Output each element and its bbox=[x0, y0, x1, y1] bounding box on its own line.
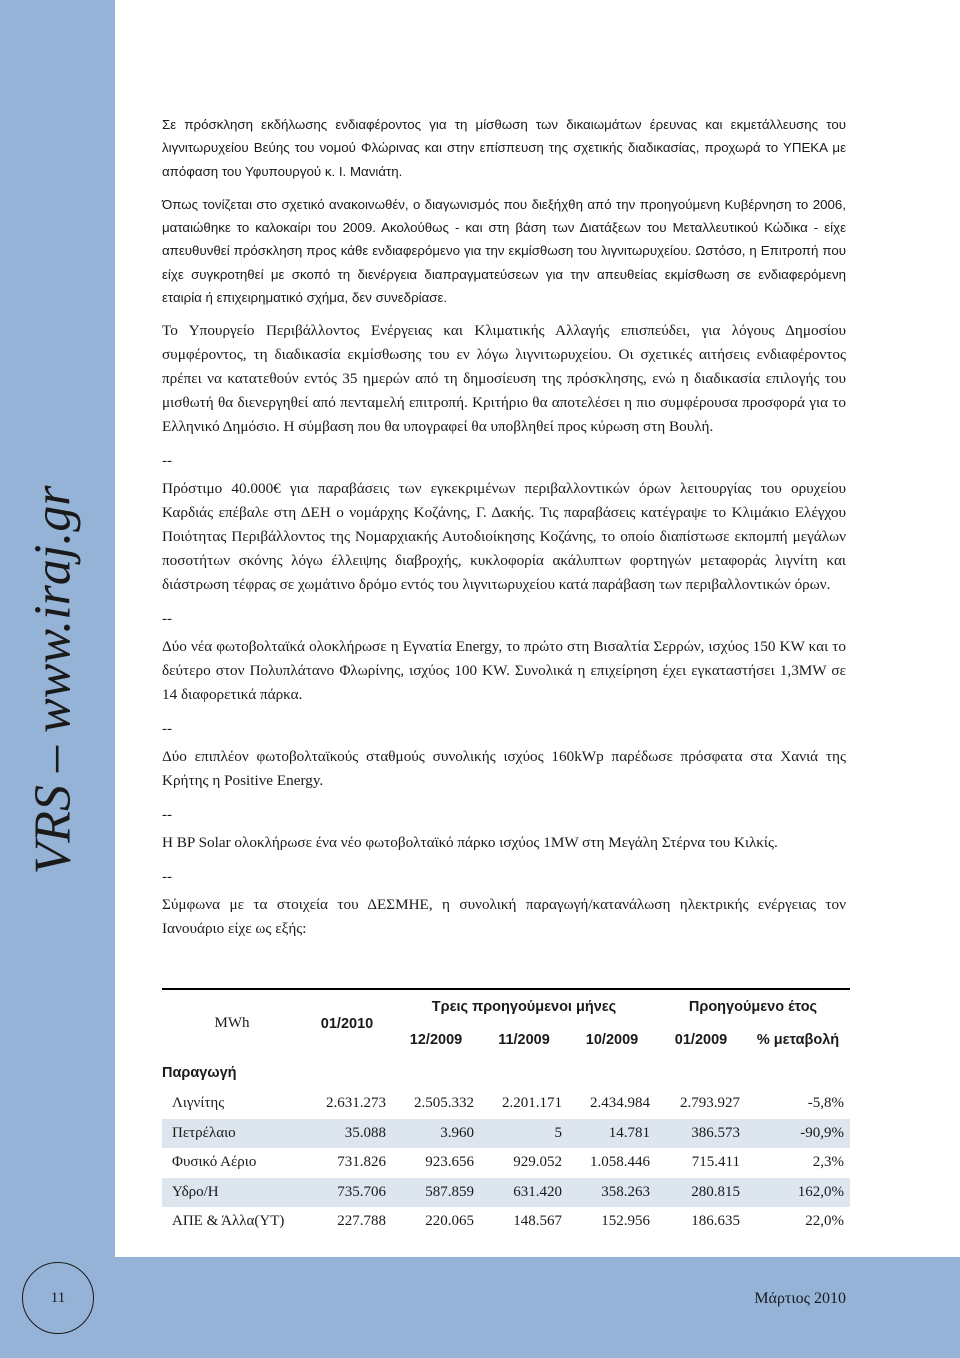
current-header: 01/2010 bbox=[320, 1015, 374, 1032]
row-label: Λιγνίτης bbox=[172, 1095, 225, 1112]
separator: -- bbox=[162, 721, 172, 738]
row-value: 14.781 bbox=[608, 1124, 650, 1141]
sidebar-watermark bbox=[8, 485, 98, 875]
row-value: 735.706 bbox=[337, 1183, 386, 1200]
row-value: 2.505.332 bbox=[414, 1095, 474, 1112]
row-value: 2.631.273 bbox=[326, 1095, 386, 1112]
month-header: 10/2009 bbox=[585, 1032, 639, 1048]
unit-header: MWh bbox=[214, 1015, 250, 1031]
row-value: 715.411 bbox=[691, 1154, 740, 1171]
row-value: 2.201.171 bbox=[502, 1095, 562, 1112]
row-value: 280.815 bbox=[691, 1183, 740, 1200]
change-header: % μεταβολή bbox=[756, 1032, 840, 1048]
row-value: 162,0% bbox=[797, 1183, 844, 1200]
row-label: Πετρέλαιο bbox=[172, 1124, 236, 1141]
row-label: Φυσικό Αέριο bbox=[172, 1154, 257, 1171]
table-row bbox=[162, 1207, 850, 1237]
table-row bbox=[162, 1148, 850, 1178]
row-value: 2,3% bbox=[812, 1154, 844, 1171]
paragraph-7: Η BP Solar ολοκλήρωσε ένα νέο φωτοβολταϊκό πάρκο ισχύος 1MW στη Μεγάλη Στέρνα του Κιλκίς. bbox=[162, 834, 778, 852]
prev-header: 01/2009 bbox=[674, 1032, 728, 1048]
table-row bbox=[162, 1178, 850, 1208]
row-value: 3.960 bbox=[440, 1124, 474, 1141]
separator: -- bbox=[162, 807, 172, 824]
group2-header: Προηγούμενο έτος bbox=[688, 998, 818, 1015]
row-value: 386.573 bbox=[691, 1124, 740, 1141]
row-value: -90,9% bbox=[800, 1124, 844, 1141]
footer-date: Μάρτιος 2010 bbox=[754, 1290, 846, 1307]
row-value: 587.859 bbox=[425, 1183, 474, 1200]
separator: -- bbox=[162, 869, 172, 886]
paragraph-3: Το Υπουργείο Περιβάλλοντος Ενέργειας και Κλιματικής Αλλαγής επισπεύδει, για λόγους Δημοσίου συμφέροντος, τη διαδικασία εκμίσθωσης του εν λόγω λιγνιτωρυχείου. Οι σχετικές αιτήσεις ενδιαφέροντος πρέπει να κατατεθούν εντός 35 ημερών από τη δημοσίευση της πρόσκλησης, ενώ η διαδικασία επιλογής του μισθωτή θα διενεργηθεί από πενταμελή επιτροπή. Κριτήριο θα αποτελέσει η πιο συμφέρουσα προσφορά για το Ελληνικό Δημόσιο. Η σύμβαση που θα υπογραφεί θα υποβληθεί προς κύρωση στη Βουλή. bbox=[162, 322, 846, 436]
separator: -- bbox=[162, 611, 172, 628]
page-number-badge bbox=[22, 1262, 94, 1334]
row-value: -5,8% bbox=[807, 1095, 844, 1112]
article-body bbox=[162, 113, 846, 951]
row-value: 220.065 bbox=[425, 1213, 474, 1230]
paragraph-2: Όπως τονίζεται στο σχετικό ανακοινωθέν, ο διαγωνισμός που διεξήχθη από την προηγούμενη Κυβέρνηση το 2006, ματαιώθηκε το καλοκαίρι του 2009. Ακολούθως - και στη βάση των Διατάξεων του Μεταλλευτικού Κώδικα - είχε απευθυνθεί πρόσκληση προς κάθε ενδιαφερόμενο για την εκμίσθωση του λιγνιτωρυχείου. Ωστόσο, η Επιτροπή που είχε συγκροτηθεί με σκοπό τη διενέργεια διαπραγματεύσεων για την απευθείας εκμίσθωση σε ενδιαφερόμενη εταιρία ή επιχειρηματικό σχήμα, δεν συνεδρίασε. bbox=[162, 196, 846, 306]
group1-header: Τρεις προηγούμενοι μήνες bbox=[431, 998, 617, 1015]
row-value: 923.656 bbox=[425, 1154, 474, 1171]
sidebar-text: VRS – www.iraj.gr bbox=[24, 485, 82, 875]
row-value: 731.826 bbox=[337, 1154, 386, 1171]
row-value: 2.793.927 bbox=[680, 1095, 740, 1112]
energy-table bbox=[162, 988, 850, 1237]
page-content bbox=[115, 0, 960, 1257]
paragraph-1: Σε πρόσκληση εκδήλωσης ενδιαφέροντος για τη μίσθωση των δικαιωμάτων έρευνας και εκμετάλλευσης του λιγνιτωρυχείου Βεύης του νομού Φλώρινας και στην επίσπευση της σχετικής διαδικασίας, προχωρά το ΥΠΕΚΑ με απόφαση του Υφυπουργού κ. Ι. Μανιάτη. bbox=[162, 117, 846, 179]
month-header: 11/2009 bbox=[498, 1032, 550, 1048]
paragraph-6: Δύο επιπλέον φωτοβολταϊκούς σταθμούς συνολικής ισχύος 160kWp παρέδωσε πρόσφατα στα Χανιά της Κρήτης η Positive Energy. bbox=[162, 748, 846, 790]
month-header: 12/2009 bbox=[409, 1032, 463, 1048]
page-number: 11 bbox=[50, 1289, 66, 1306]
table-row bbox=[162, 1119, 850, 1149]
row-value: 1.058.446 bbox=[590, 1154, 650, 1171]
section-label: Παραγωγή bbox=[162, 1065, 237, 1081]
row-value: 35.088 bbox=[344, 1124, 386, 1141]
paragraph-4: Πρόστιμο 40.000€ για παραβάσεις των εγκεκριμένων περιβαλλοντικών όρων λειτουργίας του ορυχείου Καρδιάς επέβαλε στη ΔΕΗ ο νομάρχης Κοζάνης, Γ. Δακής. Τις παραβάσεις κατέγραψε το Κλιμάκιο Ελέγχου Ποιότητας Περιβάλλοντος της Νομαρχιακής Αυτοδιοίκησης Κοζάνης, το οποίο διαπίστωσε εκπομπή μεγάλων ποσοτήτων σκόνης λόγω έλλειψης διαβροχής, κυκλοφορία ακάλυπτων φορτηγών μεταφοράς λιγνίτη και διάστρωση τέφρας σε χωμάτινο δρόμο εντός του λιγνιτωρυχείου κατά παράβαση των περιβαλλοντικών όρων. bbox=[162, 480, 846, 594]
row-value: 929.052 bbox=[513, 1154, 562, 1171]
row-value: 152.956 bbox=[601, 1213, 650, 1230]
row-value: 5 bbox=[554, 1124, 562, 1141]
row-value: 358.263 bbox=[601, 1183, 650, 1200]
paragraph-5: Δύο νέα φωτοβολταϊκά ολοκλήρωσε η Εγνατία Energy, το πρώτο στη Βισαλτία Σερρών, ισχύος 150 KW και το δεύτερο στον Πολυπλάτανο Φλωρίνης, ισχύος 100 KW. Συνολικά η επιχείρηση έχει εγκαταστήσει 1,3MW σε 14 διαφορετικά πάρκα. bbox=[162, 638, 846, 704]
row-value: 186.635 bbox=[691, 1213, 740, 1230]
row-value: 227.788 bbox=[337, 1213, 386, 1230]
separator: -- bbox=[162, 453, 172, 470]
row-label: Υδρο/Η bbox=[172, 1183, 219, 1200]
row-value: 22,0% bbox=[805, 1213, 844, 1230]
table-row bbox=[162, 1089, 850, 1119]
paragraph-8: Σύμφωνα με τα στοιχεία του ΔΕΣΜΗΕ, η συνολική παραγωγή/κατανάλωση ηλεκτρικής ενέργειας τον Ιανουάριο είχε ως εξής: bbox=[162, 896, 846, 938]
row-value: 2.434.984 bbox=[590, 1095, 650, 1112]
row-value: 148.567 bbox=[513, 1213, 562, 1230]
row-value: 631.420 bbox=[513, 1183, 562, 1200]
row-label: ΑΠΕ & Άλλα(ΥΤ) bbox=[172, 1213, 285, 1230]
